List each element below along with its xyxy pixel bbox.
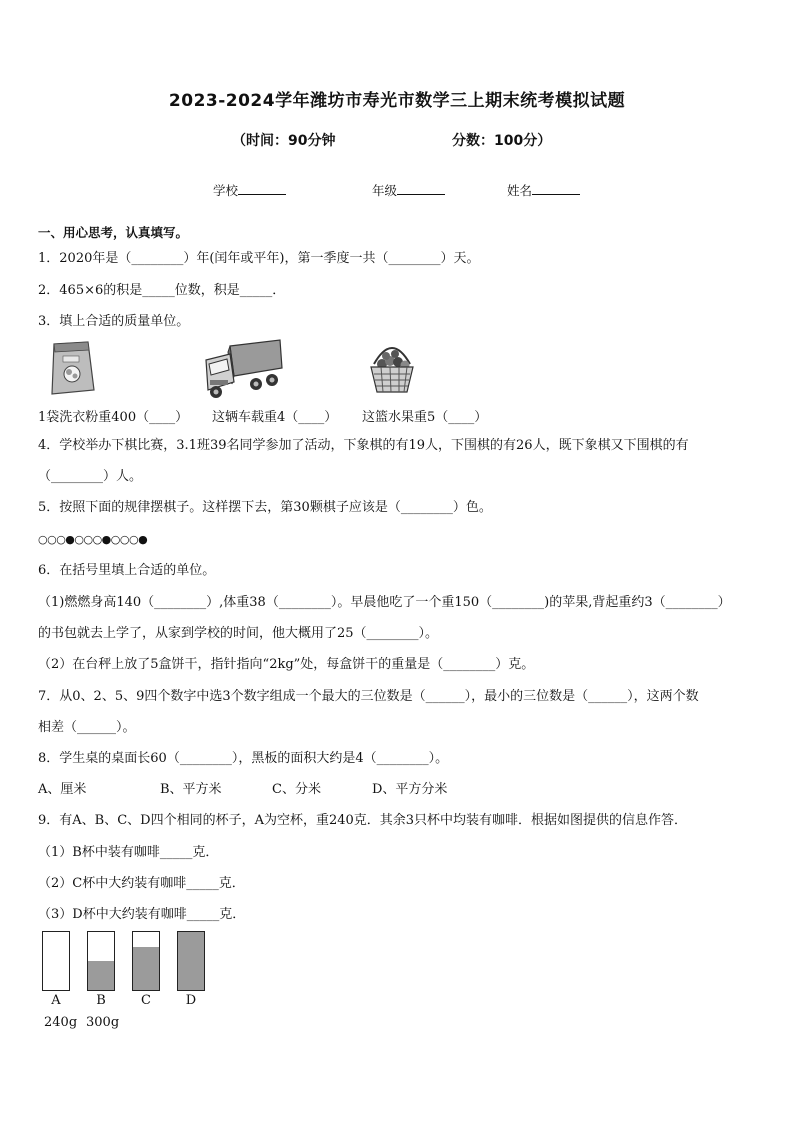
caption-truck: 这辆车载重4（____）	[212, 410, 338, 425]
cup-b-coffee	[88, 961, 114, 990]
cup-c	[132, 931, 160, 991]
cup-c-coffee	[133, 947, 159, 991]
caption-basket: 这篮水果重5（____）	[362, 410, 488, 425]
cup-a	[42, 931, 70, 991]
bead-pattern: ○○○●○○○●○○○●	[38, 533, 148, 546]
page-title: 2023-2024学年潍坊市寿光市数学三上期末统考模拟试题	[168, 91, 626, 111]
question-9-2: （2）C杯中大约装有咖啡_____克．	[38, 876, 245, 891]
question-1: 1．2020年是（________）年(闰年或平年)，第一季度一共（________）天。	[38, 251, 480, 266]
cup-d-coffee	[178, 932, 204, 990]
cup-label-c: C	[141, 993, 151, 1008]
detergent-bag-icon	[48, 338, 96, 398]
question-7-line2: 相差（______）。	[38, 720, 136, 735]
grade-label: 年级	[372, 183, 398, 198]
school-blank	[238, 182, 286, 195]
grade-field	[372, 181, 445, 199]
question-6-2: （2）在台秤上放了5盒饼干，指针指向“2kg”处，每盒饼干的重量是（________）克。	[38, 657, 535, 672]
option-d: D、平方分米	[372, 782, 448, 797]
option-c: C、分米	[272, 782, 321, 797]
exam-score: 分数：100分）	[452, 133, 552, 149]
option-a: A、厘米	[38, 782, 87, 797]
cup-label-d: D	[185, 993, 197, 1008]
question-3: 3．填上合适的质量单位。	[38, 314, 190, 329]
cup-label-b: B	[96, 993, 106, 1008]
question-7-line1: 7．从0、2、5、9四个数字中选3个数字组成一个最大的三位数是（______），最小的三位数是（______），这两个数	[38, 689, 699, 704]
caption-detergent: 1袋洗衣粉重400（____）	[38, 410, 189, 425]
cup-label-a: A	[51, 993, 61, 1008]
cup-b	[87, 931, 115, 991]
question-5: 5．按照下面的规律摆棋子。这样摆下去，第30颗棋子应该是（________）色。	[38, 500, 492, 515]
question-6: 6．在括号里填上合适的单位。	[38, 563, 216, 578]
section-heading: 一、用心思考，认真填写。	[38, 225, 189, 240]
name-blank	[532, 182, 580, 195]
name-field	[507, 181, 580, 199]
question-9: 9．有A、B、C、D四个相同的杯子，A为空杯，重240克．其余3只杯中均装有咖啡．根据如图提供的信息作答．	[38, 813, 688, 828]
question-6-1-line2: 的书包就去上学了，从家到学校的时间，他大概用了25（________）。	[38, 626, 439, 641]
question-2: 2．465×6的积是_____位数，积是_____．	[38, 283, 286, 298]
question-9-1: （1）B杯中装有咖啡_____克．	[38, 845, 219, 860]
school-label: 学校	[213, 183, 239, 198]
question-8: 8．学生桌的桌面长60（________），黑板的面积大约是4（________）。	[38, 751, 449, 766]
option-b: B、平方米	[160, 782, 222, 797]
school-field	[213, 181, 286, 199]
question-6-1-line1: （1)燃燃身高140（________）,体重38（________）。早晨他吃了一个重150（________)的苹果,背起重约3（________）	[38, 595, 731, 610]
question-9-3: （3）D杯中大约装有咖啡_____克．	[38, 907, 246, 922]
exam-time: （时间：90分钟	[232, 133, 336, 149]
truck-icon	[200, 338, 284, 400]
cup-weight-0: 240g	[44, 1015, 78, 1030]
cup-weight-1: 300g	[86, 1015, 120, 1030]
grade-blank	[397, 182, 445, 195]
fruit-basket-icon	[366, 334, 418, 398]
cup-d	[177, 931, 205, 991]
name-label: 姓名	[507, 183, 533, 198]
question-4-line1: 4．学校举办下棋比赛，3.1班39名同学参加了活动，下象棋的有19人，下围棋的有26人，既下象棋又下围棋的有	[38, 438, 689, 453]
question-4-line2: （________）人。	[38, 469, 143, 484]
